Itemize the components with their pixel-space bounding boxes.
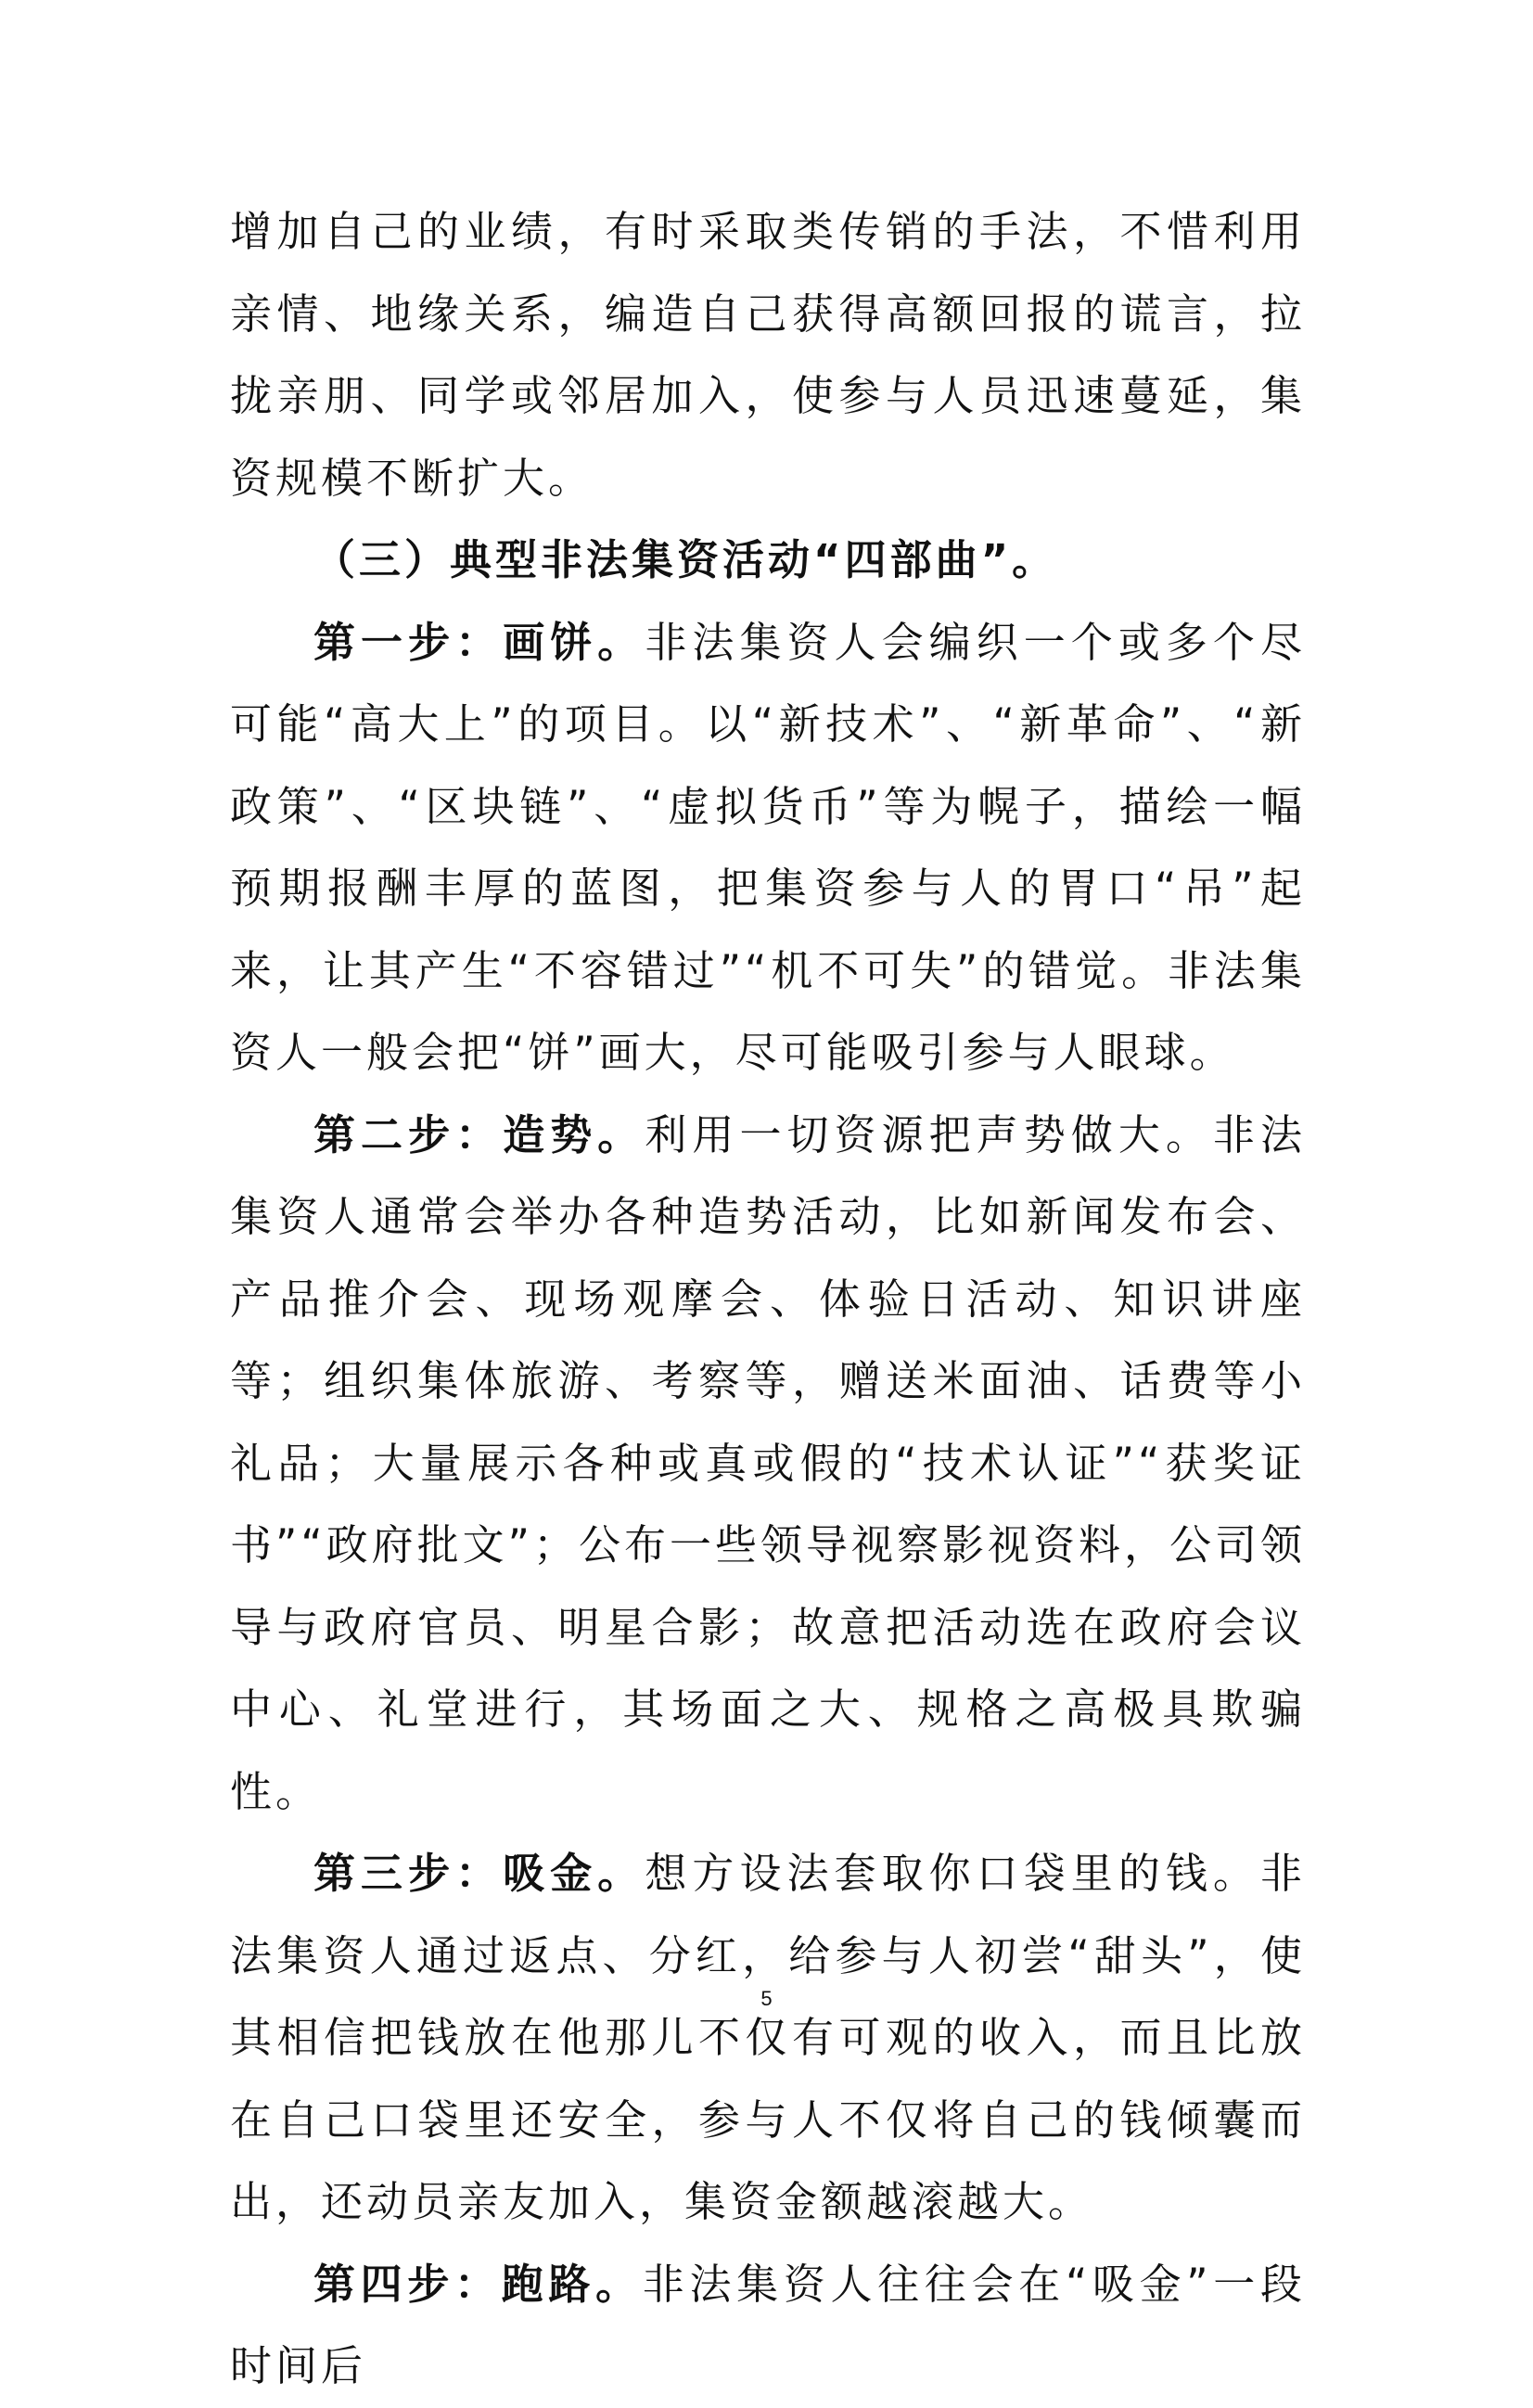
paragraph-step-3: [230, 1833, 1306, 2244]
paragraph-step-2: [230, 1095, 1306, 1834]
step-2-label: 第二步：造势。: [313, 1109, 645, 1159]
step-1-label: 第一步：画饼。: [313, 617, 645, 667]
step-4-text: 非法集资人往往会在“吸金”一段时间后: [230, 2259, 1306, 2390]
paragraph-step-1: [230, 602, 1306, 1095]
paragraph-step-4: [230, 2244, 1306, 2408]
step-1-text: 非法集资人会编织一个或多个尽可能“高大上”的项目。以“新技术”、“新革命”、“新政策”、“区块链”、“虚拟货币”等为幌子，描绘一幅预期报酬丰厚的蓝图，把集资参与人的胃口“吊”起来，让其产生“不容错过”“机不可失”的错觉。非法集资人一般会把“饼”画大，尽可能吸引参与人眼球。: [230, 617, 1306, 1077]
step-4-label: 第四步：跑路。: [313, 2259, 643, 2309]
step-3-label: 第三步：吸金。: [313, 1849, 645, 1898]
paragraph-continuation: 增加自己的业绩，有时采取类传销的手法，不惜利用亲情、地缘关系，编造自己获得高额回报的谎言，拉拢亲朋、同学或邻居加入，使参与人员迅速蔓延，集资规模不断扩大。: [230, 207, 1306, 503]
step-3-text: 想方设法套取你口袋里的钱。非法集资人通过返点、分红，给参与人初尝“甜头”，使其相信把钱放在他那儿不仅有可观的收入，而且比放在自己口袋里还安全，参与人不仅将自己的钱倾囊而出，还动员亲友加入，集资金额越滚越大。: [230, 1849, 1306, 2226]
section-heading: （三）典型非法集资活动“四部曲”。: [313, 535, 1058, 584]
document-body: [230, 191, 1306, 2408]
step-2-text: 利用一切资源把声势做大。非法集资人通常会举办各种造势活动，比如新闻发布会、产品推介会、现场观摩会、体验日活动、知识讲座等；组织集体旅游、考察等，赠送米面油、话费等小礼品；大量展示各种或真或假的“技术认证”“获奖证书”“政府批文”；公布一些领导视察影视资料，公司领导与政府官员、明星合影；故意把活动选在政府会议中心、礼堂进行，其场面之大、规格之高极具欺骗性。: [230, 1109, 1306, 1816]
page-number: 5: [760, 1987, 773, 2010]
